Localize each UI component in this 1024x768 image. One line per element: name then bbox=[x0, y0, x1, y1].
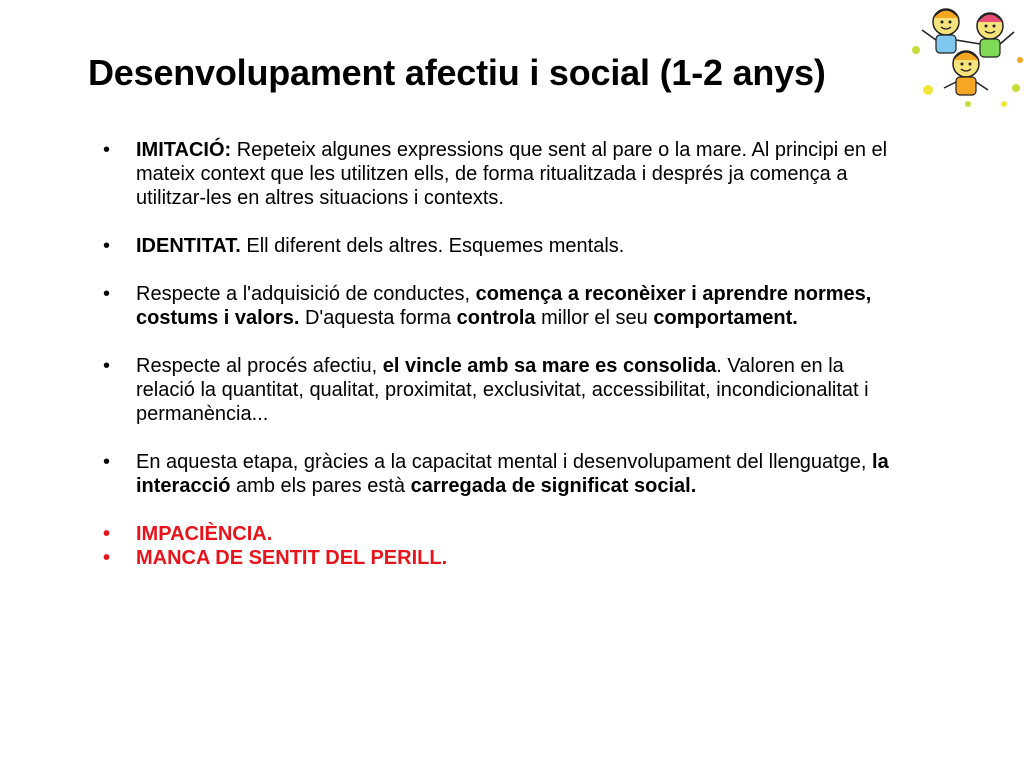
bullet-bold-text: controla bbox=[456, 307, 536, 329]
bullet-bold-text: el vincle amb sa mare es consolida bbox=[382, 355, 717, 377]
bullet-bold-text: comportament. bbox=[653, 307, 798, 329]
bullet-text: amb els pares està bbox=[230, 475, 411, 497]
bullet-text: millor el seu bbox=[535, 307, 654, 329]
bullet-interaccio bbox=[103, 450, 903, 498]
bullet-imitacio bbox=[103, 138, 903, 210]
bullet-conductes bbox=[103, 282, 903, 330]
bullet-bold-text: la interacció bbox=[136, 451, 889, 497]
bullet-list bbox=[103, 138, 903, 570]
bullet-text: Repeteix algunes expressions que sent al pare o la mare. Al principi en el mateix context que les utilitzen ells, de forma ritualitzada i després ja comença a utilitzar-les en altres situacions i contexts. bbox=[136, 139, 888, 209]
bullet-bold-text: IMITACIÓ: bbox=[136, 139, 232, 161]
bullet-text: D'aquesta forma bbox=[299, 307, 457, 329]
slide-title: Desenvolupament afectiu i social (1-2 anys) bbox=[88, 52, 826, 93]
bullet-text: En aquesta etapa, gràcies a la capacitat mental i desenvolupament del llenguatge, bbox=[136, 451, 873, 473]
bullet-text: Respecte al procés afectiu, bbox=[136, 355, 383, 377]
bullet-text: Respecte a l'adquisició de conductes, bbox=[136, 283, 476, 305]
bullet-bold-text: IDENTITAT. bbox=[136, 235, 241, 257]
bullet-proces-afectiu bbox=[103, 354, 903, 426]
bullet-text: Ell diferent dels altres. Esquemes mentals. bbox=[240, 235, 625, 257]
bullet-alert-perill: • MANCA DE SENTIT DEL PERILL. bbox=[103, 546, 903, 570]
bullet-text: . Valoren en la relació la quantitat, qualitat, proximitat, exclusivitat, accessibilitat, incondicionalitat i permanència... bbox=[136, 355, 869, 425]
bullet-alert-impaciencia: • IMPACIÈNCIA. bbox=[103, 522, 903, 546]
bullet-bold-text: comença a reconèixer i aprendre normes, costums i valors. bbox=[136, 283, 872, 329]
children-clipart-icon bbox=[908, 0, 1024, 112]
bullet-identitat bbox=[103, 234, 903, 258]
bullet-bold-text: carregada de significat social. bbox=[410, 475, 697, 497]
